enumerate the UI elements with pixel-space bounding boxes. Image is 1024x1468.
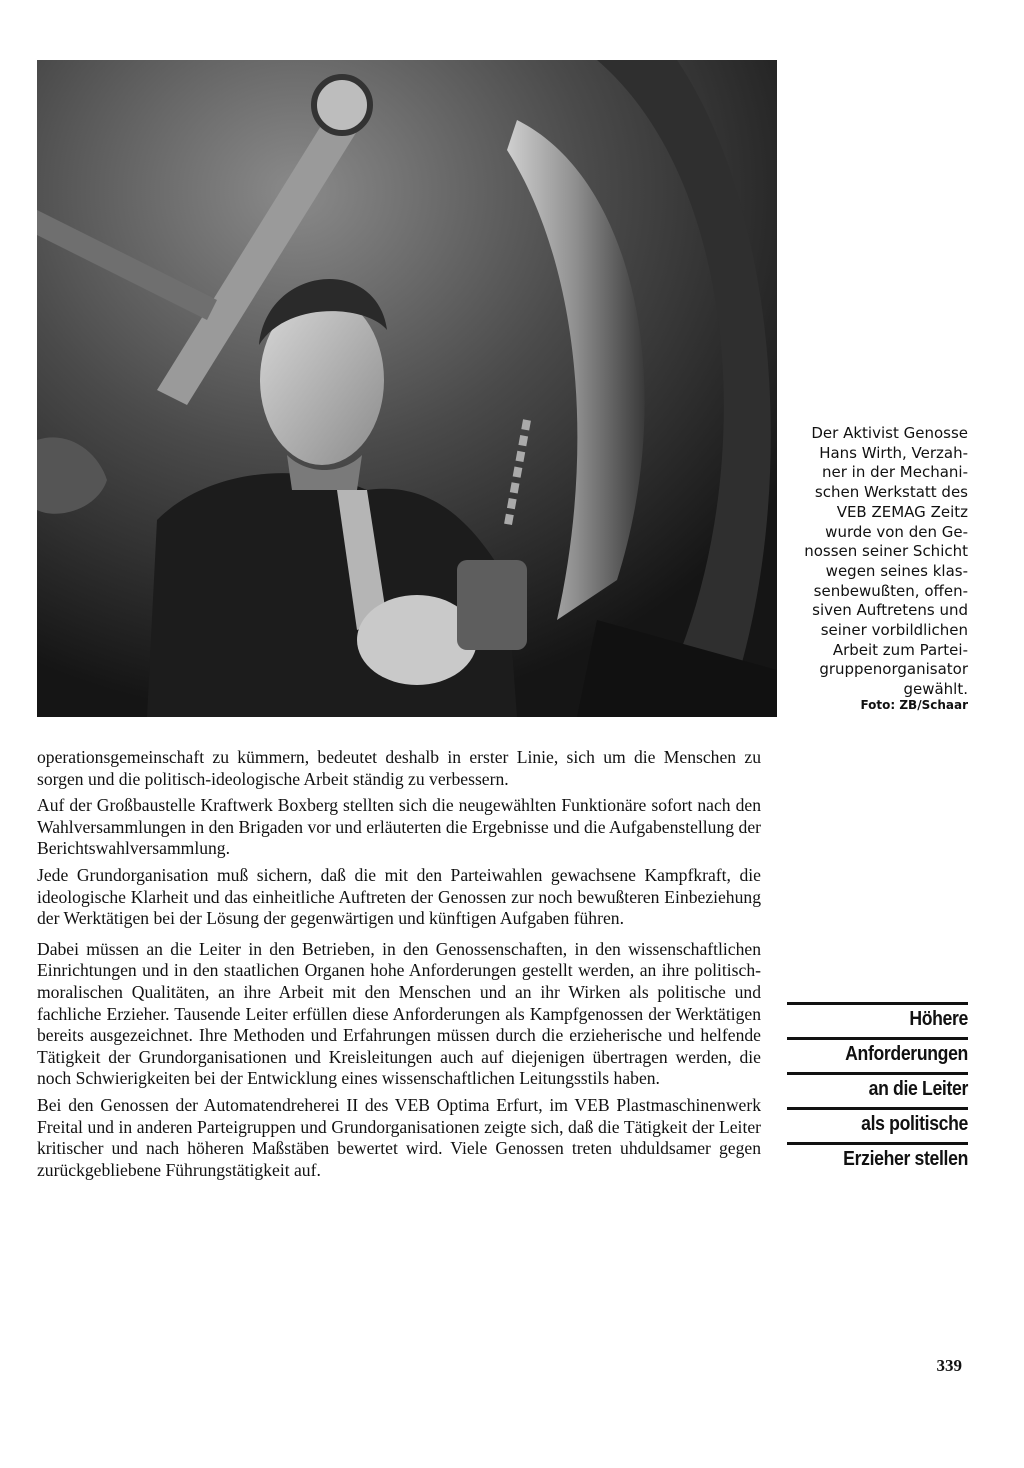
- photo-caption: [787, 424, 968, 700]
- side-heading-line: als politische: [861, 1112, 968, 1135]
- body-paragraph: Dabei müssen an die Leiter in den Betrieben, in den Genossenschaften, in den wissenschaftlichen Einrichtungen und in den staatlichen Organen hohe Anforderungen gestellt werden, an ihre politisch-moralischen Qualitäten, an ihre Arbeit mit den Menschen und an ihr Wirken als politische und fachliche Erzieher. Tausende Leiter erfüllen diese Anforderungen als Kampfgenossen der Werktätigen bereits ausgezeichnet. Ihre Methoden und Erfahrungen müssen durch die erzieherische und helfende Tätigkeit der Grundorganisationen und Kreisleitungen auch auf diejenigen übertragen werden, die noch Schwierigkeiten bei der Entwicklung eines wissenschaftlichen Leitungsstils haben.: [37, 938, 761, 1089]
- heading-rule: [787, 1002, 968, 1005]
- caption-line: nossen seiner Schicht: [804, 542, 968, 561]
- caption-line: Arbeit zum Partei-: [832, 640, 968, 659]
- body-paragraph: Auf der Großbaustelle Kraftwerk Boxberg stellten sich die neugewählten Funktionäre sofort nach den Wahlversammlungen in den Brigaden vor und erläuterten die Ergebnisse und die Aufgabenstellung der Berichtswahlversammlung.: [37, 795, 761, 859]
- photo-illustration: [37, 60, 777, 717]
- page-number: 339: [936, 1356, 962, 1375]
- caption-line: seiner vorbildlichen: [820, 621, 968, 640]
- caption-line: wurde von den Ge-: [825, 522, 968, 541]
- side-heading-line: Anforderungen: [845, 1042, 968, 1065]
- caption-line: gewählt.: [903, 680, 968, 699]
- side-heading-line: an die Leiter: [868, 1077, 968, 1100]
- article-body: [37, 747, 761, 1186]
- caption-line: senbewußten, offen-: [813, 581, 968, 600]
- caption-line: siven Auftretens und: [812, 601, 968, 620]
- photo-credit: Foto: ZB/Schaar: [860, 698, 968, 712]
- heading-rule: [787, 1072, 968, 1075]
- heading-rule: [787, 1037, 968, 1040]
- body-paragraph: operationsgemeinschaft zu kümmern, bedeutet deshalb in erster Linie, sich um die Menschen zu sorgen und die politisch-ideologische Arbeit ständig zu verbessern.: [37, 747, 761, 789]
- caption-line: Der Aktivist Genosse: [811, 424, 968, 442]
- caption-line: Hans Wirth, Verzah-: [819, 443, 968, 462]
- side-heading-line: Höhere: [909, 1007, 968, 1030]
- side-heading: [787, 1002, 968, 1177]
- caption-line: wegen seines klas-: [825, 561, 968, 580]
- body-paragraph: Bei den Genossen der Automatendreherei II des VEB Optima Erfurt, im VEB Plastmaschinenwerk Freital und in anderen Parteigruppen und Grundorganisationen zeigte sich, daß die Tätigkeit der Leiter kritischer und nach höheren Maßstäben bewertet wird. Viele Genossen treten uhduldsamer gegen zurückgebliebene Führungstätigkeit auf.: [37, 1094, 761, 1180]
- heading-rule: [787, 1142, 968, 1145]
- caption-line: schen Werkstatt des: [814, 483, 968, 502]
- heading-rule: [787, 1107, 968, 1110]
- caption-line: ner in der Mechani-: [821, 463, 968, 482]
- worker-photo: [37, 60, 777, 717]
- body-paragraph: Jede Grundorganisation muß sichern, daß die mit den Parteiwahlen gewachsene Kampfkraft, die ideologische Klarheit und das einheitliche Auftreten der Genossen zur noch bewußteren Einbeziehung der Werktätigen bei der Lösung der gegenwärtigen und künftigen Aufgaben führen.: [37, 864, 761, 929]
- caption-line: gruppenorganisator: [819, 660, 968, 679]
- side-heading-line: Erzieher stellen: [843, 1147, 968, 1170]
- caption-line: VEB ZEMAG Zeitz: [836, 502, 968, 521]
